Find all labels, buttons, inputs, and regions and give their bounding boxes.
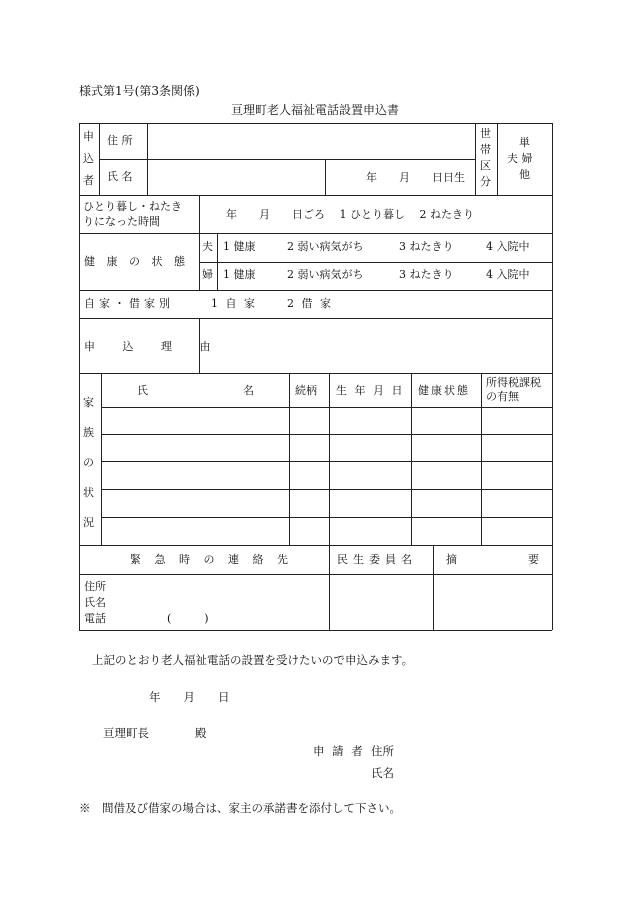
- address-field[interactable]: [152, 134, 470, 148]
- form-number: 様式第1号(第3条関係): [79, 84, 200, 98]
- applicant-sign-label: 申 請 者: [313, 744, 365, 758]
- applicant-sign-address: 住所: [371, 744, 394, 758]
- household-label-2: 帯: [480, 143, 491, 156]
- family-header-tax-line1: 所得税課税: [486, 376, 541, 389]
- household-option-couple: 夫 婦: [507, 152, 533, 165]
- name-label: 氏 名: [107, 170, 133, 183]
- health-wife-label: 婦: [202, 268, 213, 281]
- house-option-rent: 2 借 家: [287, 297, 333, 310]
- contact-address-label: 住所: [84, 580, 106, 593]
- house-label: 自家・借家別: [84, 297, 174, 310]
- health-husband-opt4: 4 入院中: [486, 240, 530, 253]
- household-label-4: 分: [480, 175, 491, 188]
- family-label-2: 族: [83, 426, 94, 439]
- contact-name-label: 氏名: [84, 596, 106, 609]
- health-wife-opt4: 4 入院中: [486, 268, 530, 281]
- applicant-label-2: 込: [83, 152, 94, 165]
- health-husband-opt1: 1 健康: [223, 240, 256, 253]
- family-label-5: 況: [83, 516, 94, 529]
- reason-label: 申 込 理 由: [84, 340, 223, 353]
- household-option-single: 単: [519, 136, 530, 149]
- birth-date-text: 年 月 日日生: [366, 171, 465, 184]
- alone-label-line1: ひとり暮し・ねたき: [83, 200, 182, 213]
- household-label-1: 世: [480, 127, 491, 140]
- notes-label-right: 要: [528, 553, 539, 566]
- address-label: 住 所: [107, 134, 133, 147]
- family-header-health: 健康状態: [418, 384, 470, 397]
- form-title: 亘理町老人福祉電話設置申込書: [231, 103, 400, 117]
- family-label-3: の: [83, 456, 94, 469]
- addressee: 亘理町長 殿: [103, 726, 207, 740]
- health-wife-opt1: 1 健康: [223, 268, 256, 281]
- health-wife-opt3: 3 ねたきり: [399, 268, 454, 281]
- family-row-1[interactable]: [104, 414, 284, 428]
- family-header-birth: 生 年 月 日: [336, 384, 405, 397]
- household-label-3: 区: [480, 159, 491, 172]
- family-row-2[interactable]: [104, 441, 284, 455]
- health-husband-opt3: 3 ねたきり: [399, 240, 454, 253]
- family-header-relation: 続柄: [295, 384, 317, 397]
- health-husband-opt2: 2 弱い病気がち: [287, 240, 364, 253]
- statement-text: 上記のとおり老人福祉電話の設置を受けたいので申込みます。: [92, 653, 414, 667]
- name-field[interactable]: [152, 170, 320, 184]
- alone-label-line2: りになった時間: [83, 215, 160, 228]
- household-option-other: 他: [519, 168, 530, 181]
- applicant-label-3: 者: [83, 174, 94, 187]
- family-header-name-right: 名: [243, 384, 254, 397]
- alone-value: 年 月 日ごろ 1 ひとり暮し 2 ねたきり: [226, 208, 474, 221]
- health-wife-opt2: 2 弱い病気がち: [287, 268, 364, 281]
- date-line: 年 月 日: [149, 690, 230, 704]
- emergency-contact-label: 緊 急 時 の 連 絡 先: [130, 553, 293, 566]
- commissioner-label: 民生委員名: [337, 553, 417, 566]
- family-row-3[interactable]: [104, 468, 284, 482]
- contact-phone-label: 電話: [84, 612, 106, 625]
- family-header-name-left: 氏: [137, 384, 148, 397]
- family-header-tax-line2: の有無: [486, 390, 519, 403]
- health-label: 健 康 の 状 態: [84, 255, 189, 268]
- family-label-4: 状: [83, 486, 94, 499]
- footnote: ※ 間借及び借家の場合は、家主の承諾書を添付して下さい。: [79, 801, 401, 815]
- house-option-own: 1 自 家: [211, 297, 257, 310]
- family-row-4[interactable]: [104, 496, 284, 510]
- notes-label-left: 摘: [446, 553, 457, 566]
- applicant-label-1: 申: [83, 130, 94, 143]
- contact-phone-parens: ( ): [167, 612, 209, 625]
- family-label-1: 家: [83, 396, 94, 409]
- reason-field[interactable]: [206, 340, 546, 354]
- family-row-5[interactable]: [104, 524, 284, 538]
- applicant-sign-name: 氏名: [371, 766, 394, 780]
- health-husband-label: 夫: [202, 240, 213, 253]
